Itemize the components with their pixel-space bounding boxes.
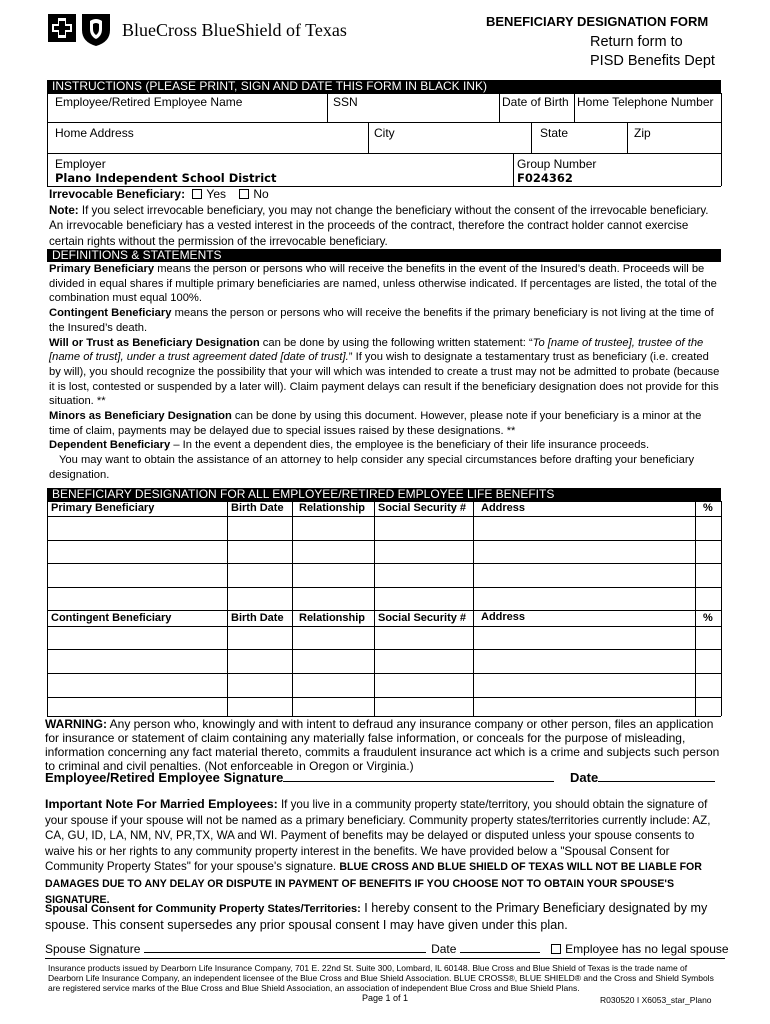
dependent-definition	[49, 438, 721, 453]
primary-col-birth-date: Birth Date	[231, 502, 284, 514]
employer-value[interactable]: Plano Independent School District	[55, 171, 277, 185]
divider	[627, 122, 628, 153]
primary-col-address: Address	[481, 502, 526, 514]
table-row[interactable]	[48, 627, 720, 649]
contingent-col-name: Contingent Beneficiary	[51, 612, 172, 624]
note-text: If you select irrevocable beneficiary, you may not change the beneficiary without the consent of the irrevocable beneficiary. An irrevocable beneficiary has a vested interest in the proceeds of the contract, therefore the contract holder cannot exercise certain rights without the permission of the irrevocable beneficiary.	[49, 204, 709, 248]
warning-text: Any person who, knowingly and with intent to defraud any insurance company or other person, files an application for insurance or statement of claim containing any materially false information, or conceals for the purpose of misleading, information concerning any fact material thereto, commits a fraudulent insurance act which is a crime and subjects such person to criminal and civil penalties. (Not enforceable in Oregon or Virginia.)	[45, 717, 720, 773]
divider	[721, 610, 722, 716]
home-address-field[interactable]: Home Address	[55, 126, 134, 140]
bcbs-cross-shield-icon	[46, 12, 126, 48]
logo-text: BlueCross BlueShield of Texas	[122, 20, 347, 40]
table-row[interactable]	[48, 698, 720, 716]
group-number-value[interactable]: F024362	[517, 171, 573, 185]
ssn-field[interactable]: SSN	[333, 95, 358, 109]
spouse-date-line[interactable]	[460, 940, 540, 953]
form-title: BENEFICIARY DESIGNATION FORM	[486, 14, 709, 29]
contingent-col-address: Address	[481, 611, 526, 623]
designation-bar: BENEFICIARY DESIGNATION FOR ALL EMPLOYEE/RETIRED EMPLOYEE LIFE BENEFITS	[47, 488, 721, 501]
married-note-text: If you live in a community property state/territory, you should obtain the signature of your spouse if your spouse will not be named as a primary beneficiary. Community property states/territories currently include: AZ, CA, GU, ID, LA, NM, NV, PR,TX, WA and WI. Payment of benefits may be delayed or disputed unless your spouse consents to waive his or her rights to any community property interest in the benefits. We have provided below a "Spousal Consent for Community Property States" for your spouse's signature.	[45, 798, 711, 873]
spouse-signature-row	[45, 940, 729, 956]
group-number-label: Group Number	[517, 157, 597, 171]
will-text-1: can be done by using the following written statement: “	[262, 336, 533, 349]
contingent-definition	[49, 306, 721, 335]
city-field[interactable]: City	[374, 126, 395, 140]
married-note-bold: BLUE CROSS AND BLUE SHIELD OF TEXAS WILL NOT BE LIABLE FOR DAMAGES DUE TO ANY DELAY OR DISPUTE IN PAYMENT OF BENEFITS IF YOU CHOOSE NOT TO OBTAIN YOUR SPOUSE'S SIGNATURE.	[45, 861, 702, 906]
will-definition	[49, 336, 721, 410]
primary-col-name: Primary Beneficiary	[51, 502, 155, 514]
note-label: Note:	[49, 204, 79, 217]
divider	[47, 153, 721, 154]
minors-text: can be done by using this document. However, please note if your beneficiary is a minor at the time of claim, payments may be delayed due to special issues raised by these designations. **	[49, 410, 702, 437]
no-spouse-checkbox[interactable]	[551, 944, 561, 954]
divider	[574, 93, 575, 122]
irrevocable-yes-checkbox[interactable]	[192, 189, 202, 199]
note-paragraph	[49, 203, 725, 249]
table-row[interactable]	[48, 517, 720, 539]
contingent-term: Contingent Beneficiary	[49, 307, 172, 320]
divider	[499, 93, 500, 122]
table-row[interactable]	[48, 674, 720, 696]
employee-date-line[interactable]	[598, 769, 715, 782]
table-row[interactable]	[48, 588, 720, 610]
logo	[46, 12, 126, 48]
no-spouse-label: Employee has no legal spouse	[565, 942, 729, 956]
irrevocable-no-checkbox[interactable]	[239, 189, 249, 199]
employee-date-label: Date	[570, 770, 599, 785]
primary-col-percent: %	[703, 502, 713, 514]
contingent-col-birth-date: Birth Date	[231, 612, 284, 624]
minors-term: Minors as Beneficiary Designation	[49, 410, 232, 423]
employer-label: Employer	[55, 157, 106, 171]
divider	[47, 93, 48, 186]
footer-form-code: R030520 I X6053_star_Plano	[600, 995, 712, 1005]
contingent-col-ssn: Social Security #	[378, 612, 467, 624]
footer-page: Page 1 of 1	[362, 993, 409, 1003]
divider	[47, 122, 721, 123]
spousal-consent-text: I hereby consent to the Primary Beneficiary designated by my spouse. This consent supersedes any prior spousal consent I may have given under this plan.	[45, 901, 708, 932]
return-line-1: Return form to	[590, 34, 683, 50]
married-note-label: Important Note For Married Employees:	[45, 797, 278, 811]
home-phone-field[interactable]: Home Telephone Number	[577, 95, 714, 109]
warning-paragraph	[45, 717, 725, 773]
minors-definition	[49, 409, 721, 438]
spouse-date-label: Date	[431, 942, 457, 956]
divider	[327, 93, 328, 122]
will-text-2: ” If you wish to designate a testamentary trust as beneficiary (i.e. created by will), you should recognize the possibility that your will which was intended to create a trust may not be admitted to probate (because it is lost, contested or suspended by a later will). Claim payment delays can result if the beneficiary designation does not provide for this situation. **	[49, 351, 720, 408]
divider	[368, 122, 369, 153]
footer-divider	[45, 958, 725, 959]
dependent-term: Dependent Beneficiary	[49, 439, 171, 452]
spousal-consent	[45, 900, 725, 933]
divider	[531, 122, 532, 153]
spousal-consent-label: Spousal Consent for Community Property States/Territories:	[45, 903, 361, 915]
primary-col-relationship: Relationship	[299, 502, 366, 514]
table-row[interactable]	[48, 541, 720, 563]
spouse-signature-line[interactable]	[144, 940, 426, 953]
irrevocable-row	[49, 187, 269, 201]
dependent-text: – In the event a dependent dies, the employee is the beneficiary of their life insurance proceeds.	[173, 439, 650, 452]
contingent-col-relationship: Relationship	[299, 612, 366, 624]
married-note	[45, 797, 725, 909]
employee-signature-line[interactable]	[283, 769, 554, 782]
irrevocable-yes-label: Yes	[206, 187, 226, 201]
divider	[47, 610, 721, 611]
table-row[interactable]	[48, 564, 720, 586]
employee-signature-label: Employee/Retired Employee Signature	[45, 770, 284, 785]
will-term: Will or Trust as Beneficiary Designation	[49, 336, 260, 349]
employee-date-row	[570, 769, 715, 785]
definitions-bar: DEFINITIONS & STATEMENTS	[47, 249, 721, 262]
irrevocable-no-label: No	[253, 187, 269, 201]
return-line-2: PISD Benefits Dept	[590, 53, 715, 69]
employee-signature-row	[45, 769, 554, 785]
zip-field[interactable]: Zip	[634, 126, 651, 140]
primary-text: means the person or persons who will receive the benefits in the event of the Insured’s death. Proceeds will be divided in equal shares if multiple primary beneficiaries are named, unless otherwise indicated. If percentages are listed, the total of the combination must equal 100%.	[49, 263, 717, 305]
state-field[interactable]: State	[540, 126, 569, 140]
attorney-text: You may want to obtain the assistance of an attorney to help consider any special circumstances before drafting your beneficiary designation.	[49, 454, 695, 481]
date-of-birth-field[interactable]: Date of Birth	[502, 95, 569, 109]
divider	[721, 501, 722, 610]
warning-label: WARNING:	[45, 717, 107, 731]
footer-disclaimer: Insurance products issued by Dearborn Life Insurance Company, 701 E. 22nd St. Suite 300, Lombard, IL 60148. Blue Cross and Blue Shield of Texas is the trade name of Dearborn Life Insurance Company, an independent licensee of the Blue Cross and Blue Shield Association. BLUE CROSS®, BLUE SHIELD® and the Cross and Shield Symbols are registered service marks of the Blue Cross and Blue Shield Association, an association of independent Blue Cross and Blue Shield Plans.	[48, 963, 714, 993]
attorney-note	[49, 453, 721, 482]
table-row[interactable]	[48, 650, 720, 672]
contingent-text: means the person or persons who will receive the benefits if the primary beneficiary is not living at the time of the Insured’s death.	[49, 307, 714, 334]
primary-col-ssn: Social Security #	[378, 502, 467, 514]
employee-name-field[interactable]: Employee/Retired Employee Name	[55, 95, 243, 109]
divider	[513, 153, 514, 186]
primary-term: Primary Beneficiary	[49, 263, 155, 275]
spouse-signature-label: Spouse Signature	[45, 942, 141, 956]
divider	[47, 93, 721, 94]
divider	[721, 93, 722, 186]
irrevocable-label: Irrevocable Beneficiary:	[49, 187, 186, 201]
will-italic: To [name of trustee], trustee of the [name of trust], under a trust agreement dated [date of trust].	[49, 336, 704, 364]
instructions-bar: INSTRUCTIONS (PLEASE PRINT, SIGN AND DATE THIS FORM IN BLACK INK)	[47, 80, 721, 93]
contingent-col-percent: %	[703, 612, 713, 624]
definitions-block	[49, 262, 721, 483]
primary-definition	[49, 262, 721, 306]
